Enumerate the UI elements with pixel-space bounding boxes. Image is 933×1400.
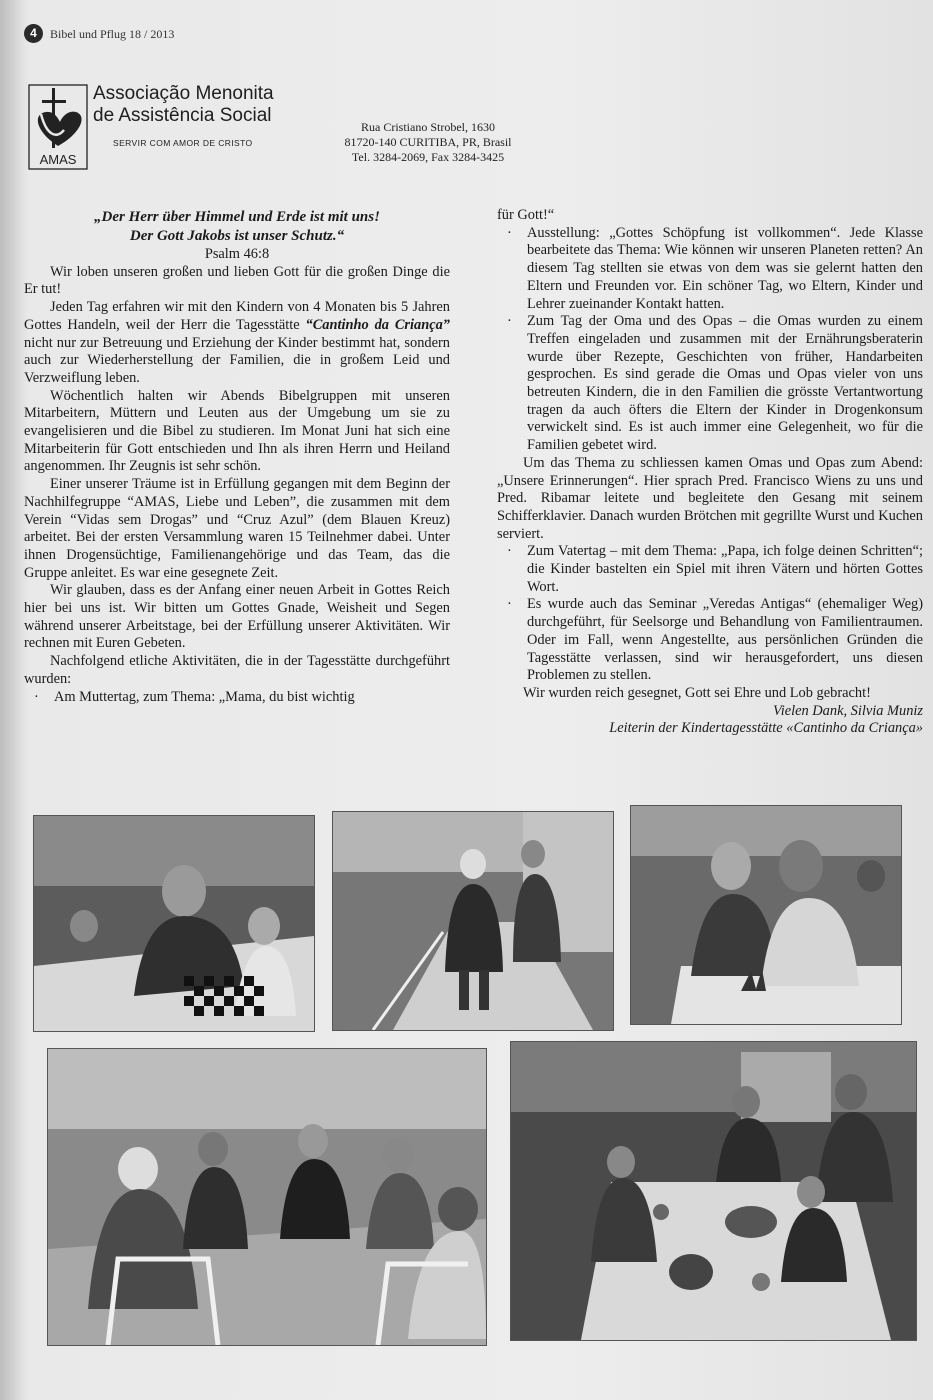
- amas-logo: [28, 84, 88, 170]
- list-item-text: Am Muttertag, zum Thema: „Mama, du bist wichtig: [54, 688, 355, 705]
- article-column-left: [24, 208, 450, 706]
- paragraph: Wir wurden reich gesegnet, Gott sei Ehre und Lob gebracht!: [523, 684, 871, 701]
- quote-line2: Der Gott Jakobs ist unser Schutz.“: [129, 228, 345, 244]
- org-address: [322, 120, 534, 165]
- photo-grandmothers-walking: [332, 811, 614, 1031]
- quote-line1: „Der Herr über Himmel und Erde ist mit uns!: [94, 209, 380, 225]
- paragraph-text: Jeden Tag erfahren wir mit den Kindern von 4 Monaten bis 5 Jahren Gottes Handeln, weil der Herr die Tagesstätte: [24, 299, 450, 333]
- list-item: [497, 225, 923, 314]
- bullet: ·: [34, 688, 39, 705]
- address-phone: Tel. 3284-2069, Fax 3284-3425: [351, 150, 505, 164]
- photo-father-child-crafts: [33, 815, 315, 1032]
- paragraph: Um das Thema zu schliessen kamen Omas und Opas zum Abend: „Unsere Erinnerungen“. Hier sprach Pred. Francisco Wiens zu uns und Pred. Ribamar leitete und begleitete den Gesang mit seinem Schifferklavier. Danach wurden Brötchen mit gegrillte Wurst und Kuchen serviert.: [497, 454, 923, 542]
- article-column-right: [497, 207, 923, 738]
- paragraph: Wir glauben, dass es der Anfang einer neuen Arbeit in Gottes Reich hier bei uns ist. Wir bitten um Gottes Gnade, Weisheit und Segen während unserer Arbeitstage, bei der Erfüllung unserer Aktivitäten. Wir rechnen mit Euren Gebeten.: [24, 582, 450, 652]
- list-item: [497, 596, 923, 685]
- list-item: [24, 689, 450, 707]
- paragraph: Einer unserer Träume ist in Erfüllung gegangen mit dem Beginn der Nachhilfegruppe “AMAS, Liebe und Leben”, die zusammen mit dem Verein “Vidas sem Drogas” und “Cruz Azul” (dem Blauen Kreuz) arbeitet. Bei der ersten Versammlung waren 15 Teilnehmer dabei. Unter ihnen Drogensüchtige, Familienangehörige und das Team, das die Gruppe anleitet. Es war eine gesegnete Zeit.: [24, 476, 450, 581]
- list-item: [497, 543, 923, 596]
- paragraph: Wir loben unseren großen und lieben Gott für die großen Dinge die Er tut!: [24, 263, 450, 298]
- org-tagline: SERVIR COM AMOR DE CRISTO: [113, 138, 253, 148]
- list-item: [497, 313, 923, 455]
- photo-support-group-circle: [47, 1048, 487, 1346]
- photo-children-crafts-table: [510, 1041, 917, 1341]
- svg-text:AMAS: AMAS: [39, 152, 77, 167]
- address-city: 81720-140 CURITIBA, PR, Brasil: [344, 135, 512, 149]
- list-item-text: Es wurde auch das Seminar „Veredas Antigas“ (ehemaliger Weg) durchgeführt, für Seelsorge und Behandlung von Familientraumen. Oder im Fall, wenn Angestellte, aus persönlichen Gründen die Tagesstätte verlassen, sind wir herausgefordert, uns diesen Problemen zu stellen.: [527, 596, 923, 684]
- list-item-text: Zum Vatertag – mit dem Thema: „Papa, ich folge deinen Schritten“; die Kinder bastelten ein Spiel mit ihren Vätern und hörten Gottes Wort.: [527, 543, 923, 595]
- list-item-text: Zum Tag der Oma und des Opas – die Omas wurden zu einem Treffen eingeladen und zusammen mit der Ernährungsberaterin wurde über Rezepte, Geschichten von früher, Handarbeiten gesprochen. Es sind gerade die Omas und Opas vieler von uns betreuten Kindern, die in den Familien die grösste Vertantwortung tragen da auch öfters die Eltern der Kinder in Drogenkonsum verwickelt sind. Es ist auch immer eine Gelegenheit, wo für die Familien gebetet wird.: [527, 313, 923, 454]
- paragraph-text: nicht nur zur Betreuung und Erziehung der Kinder bestimmt hat, sondern auch zur Wiederherstellung der Familien, die in großem Leid und Verzweiflung leben.: [24, 334, 450, 386]
- quote-reference: Psalm 46:8: [204, 246, 270, 262]
- list-item-text: Ausstellung: „Gottes Schöpfung ist vollkommen“. Jede Klasse bearbeitete das Thema: Wie können wir unseren Planeten retten? An diesem Tag stellten sie etwas von dem was sie gelernt hatten den Eltern und Freunden vor. Ein schöner Tag, wo Eltern, Kinder und Lehrer zueinander Kontakt hatten.: [527, 224, 923, 312]
- photo-parents-painting-hands: [630, 805, 902, 1025]
- org-name: [93, 83, 274, 127]
- paragraph: für Gott!“: [497, 207, 555, 223]
- running-head: Bibel und Pflug 18 / 2013: [50, 27, 175, 41]
- signature-name: Vielen Dank, Silvia Muniz: [773, 702, 923, 719]
- address-street: Rua Cristiano Strobel, 1630: [361, 120, 495, 134]
- bullet: ·: [507, 313, 512, 330]
- paragraph: Wöchentlich halten wir Abends Bibelgruppen mit unseren Mitarbeitern, Müttern und Leuten aus der Umgebung um sie zu evangelisieren und die Bibel zu studieren. Im Monat Juni hat sich eine Mitarbeiterin für Gott entschieden und Ihn als ihren Herrn und Heiland angenommen. Ihr Zeugnis ist sehr schön.: [24, 387, 450, 475]
- bullet: ·: [507, 224, 512, 241]
- bullet: ·: [507, 543, 512, 560]
- org-name-line1: Associação Menonita: [93, 83, 274, 104]
- org-name-line2: de Assistência Social: [93, 105, 272, 126]
- page-number: 4: [24, 24, 43, 43]
- signature-role: Leiterin der Kindertagesstätte «Cantinho da Criança»: [609, 720, 923, 737]
- bullet: ·: [507, 596, 512, 613]
- paragraph: Nachfolgend etliche Aktivitäten, die in der Tagesstätte durchgeführt wurden:: [24, 653, 450, 687]
- daycare-name: “Cantinho da Criança”: [305, 316, 450, 333]
- amas-logo-icon: [28, 84, 88, 170]
- paragraph: [24, 299, 450, 388]
